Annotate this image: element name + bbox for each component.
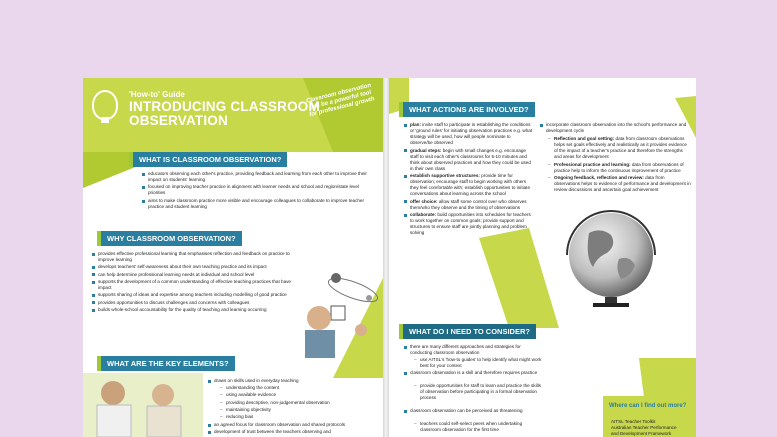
- sub-item: – Professional practice and learning: data from observations of practice help to inform the continuous improvement of practice: [547, 162, 691, 174]
- list-key-elements-2: [207, 422, 377, 437]
- list-item: educators observing each other's practice, providing feedback and learning from each other to improve their impact on students' learning: [141, 171, 377, 183]
- list-consider-sub-2: [413, 421, 543, 434]
- list-item: supports sharing of ideas and expertise among teachers including modelling of good practice: [91, 292, 301, 298]
- document-spread: [83, 78, 696, 437]
- list-actions-col1: [403, 122, 533, 238]
- sub-item: – reducing bias: [219, 414, 379, 420]
- page-title: INTRODUCING CLASSROOM OBSERVATION: [129, 99, 320, 128]
- list-item: draws on skills used in everyday teaching: [207, 378, 377, 384]
- sub-item: – using available evidence: [219, 392, 379, 398]
- list-item: incorporate classroom observation into the school's performance and development cycle: [539, 122, 691, 134]
- list-item: classroom observation can be perceived as threatening: [403, 408, 543, 414]
- list-consider-sub-0: [413, 357, 543, 370]
- list-item: classroom observation is a skill and therefore requires practice: [403, 370, 543, 376]
- lightbulb-icon: [92, 90, 118, 120]
- sub-item: – providing descriptive, non-judgemental observation: [219, 400, 379, 406]
- quote-badge: Classroom observation can be a powerful tool for professional growth: [305, 82, 376, 119]
- heading-consider: WHAT DO I NEED TO CONSIDER?: [403, 324, 536, 339]
- resource-link[interactable]: Australian Teacher Performance and Development Framework: [611, 425, 677, 436]
- list-item: develops teachers' self-awareness about their own teaching practice and its impact: [91, 264, 301, 270]
- sub-item: – use AITSL's 'how-to guides' to help identify what might work best for your context: [413, 357, 543, 369]
- list-item: supports the development of a common understanding of effective teaching practices that have impact: [91, 279, 301, 291]
- sub-item: – Reflection and goal setting: data from classroom observations helps set goals effectively and realistically as it provides evidence of the impact of a teacher's practice and therefore the strengths and areas for development: [547, 136, 691, 160]
- list-actions-col2-sub: [547, 136, 691, 194]
- list-consider-2: [403, 370, 543, 377]
- sub-item: – maintaining objectivity: [219, 407, 379, 413]
- list-item: provides effective professional learning that emphasises reflection and feedback on practice to improve learning: [91, 251, 301, 263]
- page-right: [389, 78, 696, 437]
- list-item: can help determine professional learning needs at individual and school level: [91, 272, 301, 278]
- page-left: [83, 78, 383, 437]
- sub-item: – provide opportunities for staff to learn and practice the skills of observation before participating in a formal observation process: [413, 383, 543, 401]
- list-item: there are many different approaches and strategies for conducting classroom observation: [403, 344, 543, 356]
- sub-item: – teachers could self-select peers when undertaking classroom observation for the first time: [413, 421, 543, 433]
- list-what-is: [141, 171, 377, 211]
- list-why: [91, 251, 301, 314]
- list-item: offer choice: allow staff some control over who observes them/who they observe and the timing of observations: [403, 199, 533, 211]
- teacher-photo: [301, 248, 381, 358]
- guide-kicker: 'How-to' Guide: [129, 90, 185, 99]
- list-consider-3: [403, 408, 543, 415]
- list-item: plan: invite staff to participate in establishing the conditions or 'ground rules' for initiating observation practices e.g. what strategy will be used, how will people nominate to observe/be observed: [403, 122, 533, 146]
- list-consider-sub-1: [413, 383, 543, 402]
- resource-link[interactable]: AITSL Teacher Toolkit: [611, 419, 656, 424]
- find-out-more-box: [603, 396, 696, 437]
- list-item: provides opportunities to discuss challenges and concerns with colleagues: [91, 300, 301, 306]
- list-item: collaborate: build opportunities into schedules for teachers to work together on common goals; provide support and structures to ensure staff are jointly planning and problem solving: [403, 212, 533, 236]
- students-photo: [83, 373, 203, 437]
- heading-key-elements: WHAT ARE THE KEY ELEMENTS?: [101, 356, 235, 371]
- find-out-more-links: [611, 419, 681, 437]
- list-item: builds whole-school accountability for the quality of teaching and learning occurring: [91, 307, 301, 313]
- globe-image: [549, 203, 669, 313]
- list-item: gradual steps: begin with small changes e.g. encourage staff to visit each other's classrooms for 5-10 minutes and think about observed practices and how they could be used in their own class: [403, 148, 533, 172]
- sub-item: – Ongoing feedback, reflection and review: data from observations helps to evidence of performance and development in review discussions and ascertain goal achievement: [547, 175, 691, 193]
- list-item: development of trust between the teachers observing and: [207, 429, 377, 435]
- sub-item: – understanding the content: [219, 385, 379, 391]
- list-item: aims to make classroom practice more visible and encourage colleagues to collaborate to improve teacher practice and student learning: [141, 198, 377, 210]
- list-actions-col2: [539, 122, 691, 135]
- find-out-more-heading: Where can I find out more?: [609, 403, 687, 409]
- list-item: establish supportive structures: provide time for observation; encourage staff to begin working with others they feel comfortable with; establish opportunities to initiate conversations about learning across the school: [403, 173, 533, 197]
- list-item: focused on improving teacher practice in alignment with learner needs and school and region/state level priorities: [141, 184, 377, 196]
- heading-actions: WHAT ACTIONS ARE INVOLVED?: [403, 102, 535, 117]
- heading-why: WHY CLASSROOM OBSERVATION?: [101, 231, 242, 246]
- heading-what-is: WHAT IS CLASSROOM OBSERVATION?: [133, 152, 287, 167]
- list-consider: [403, 344, 543, 357]
- list-item: an agreed focus for classroom observation and shared protocols: [207, 422, 377, 428]
- list-key-sub: [219, 385, 379, 421]
